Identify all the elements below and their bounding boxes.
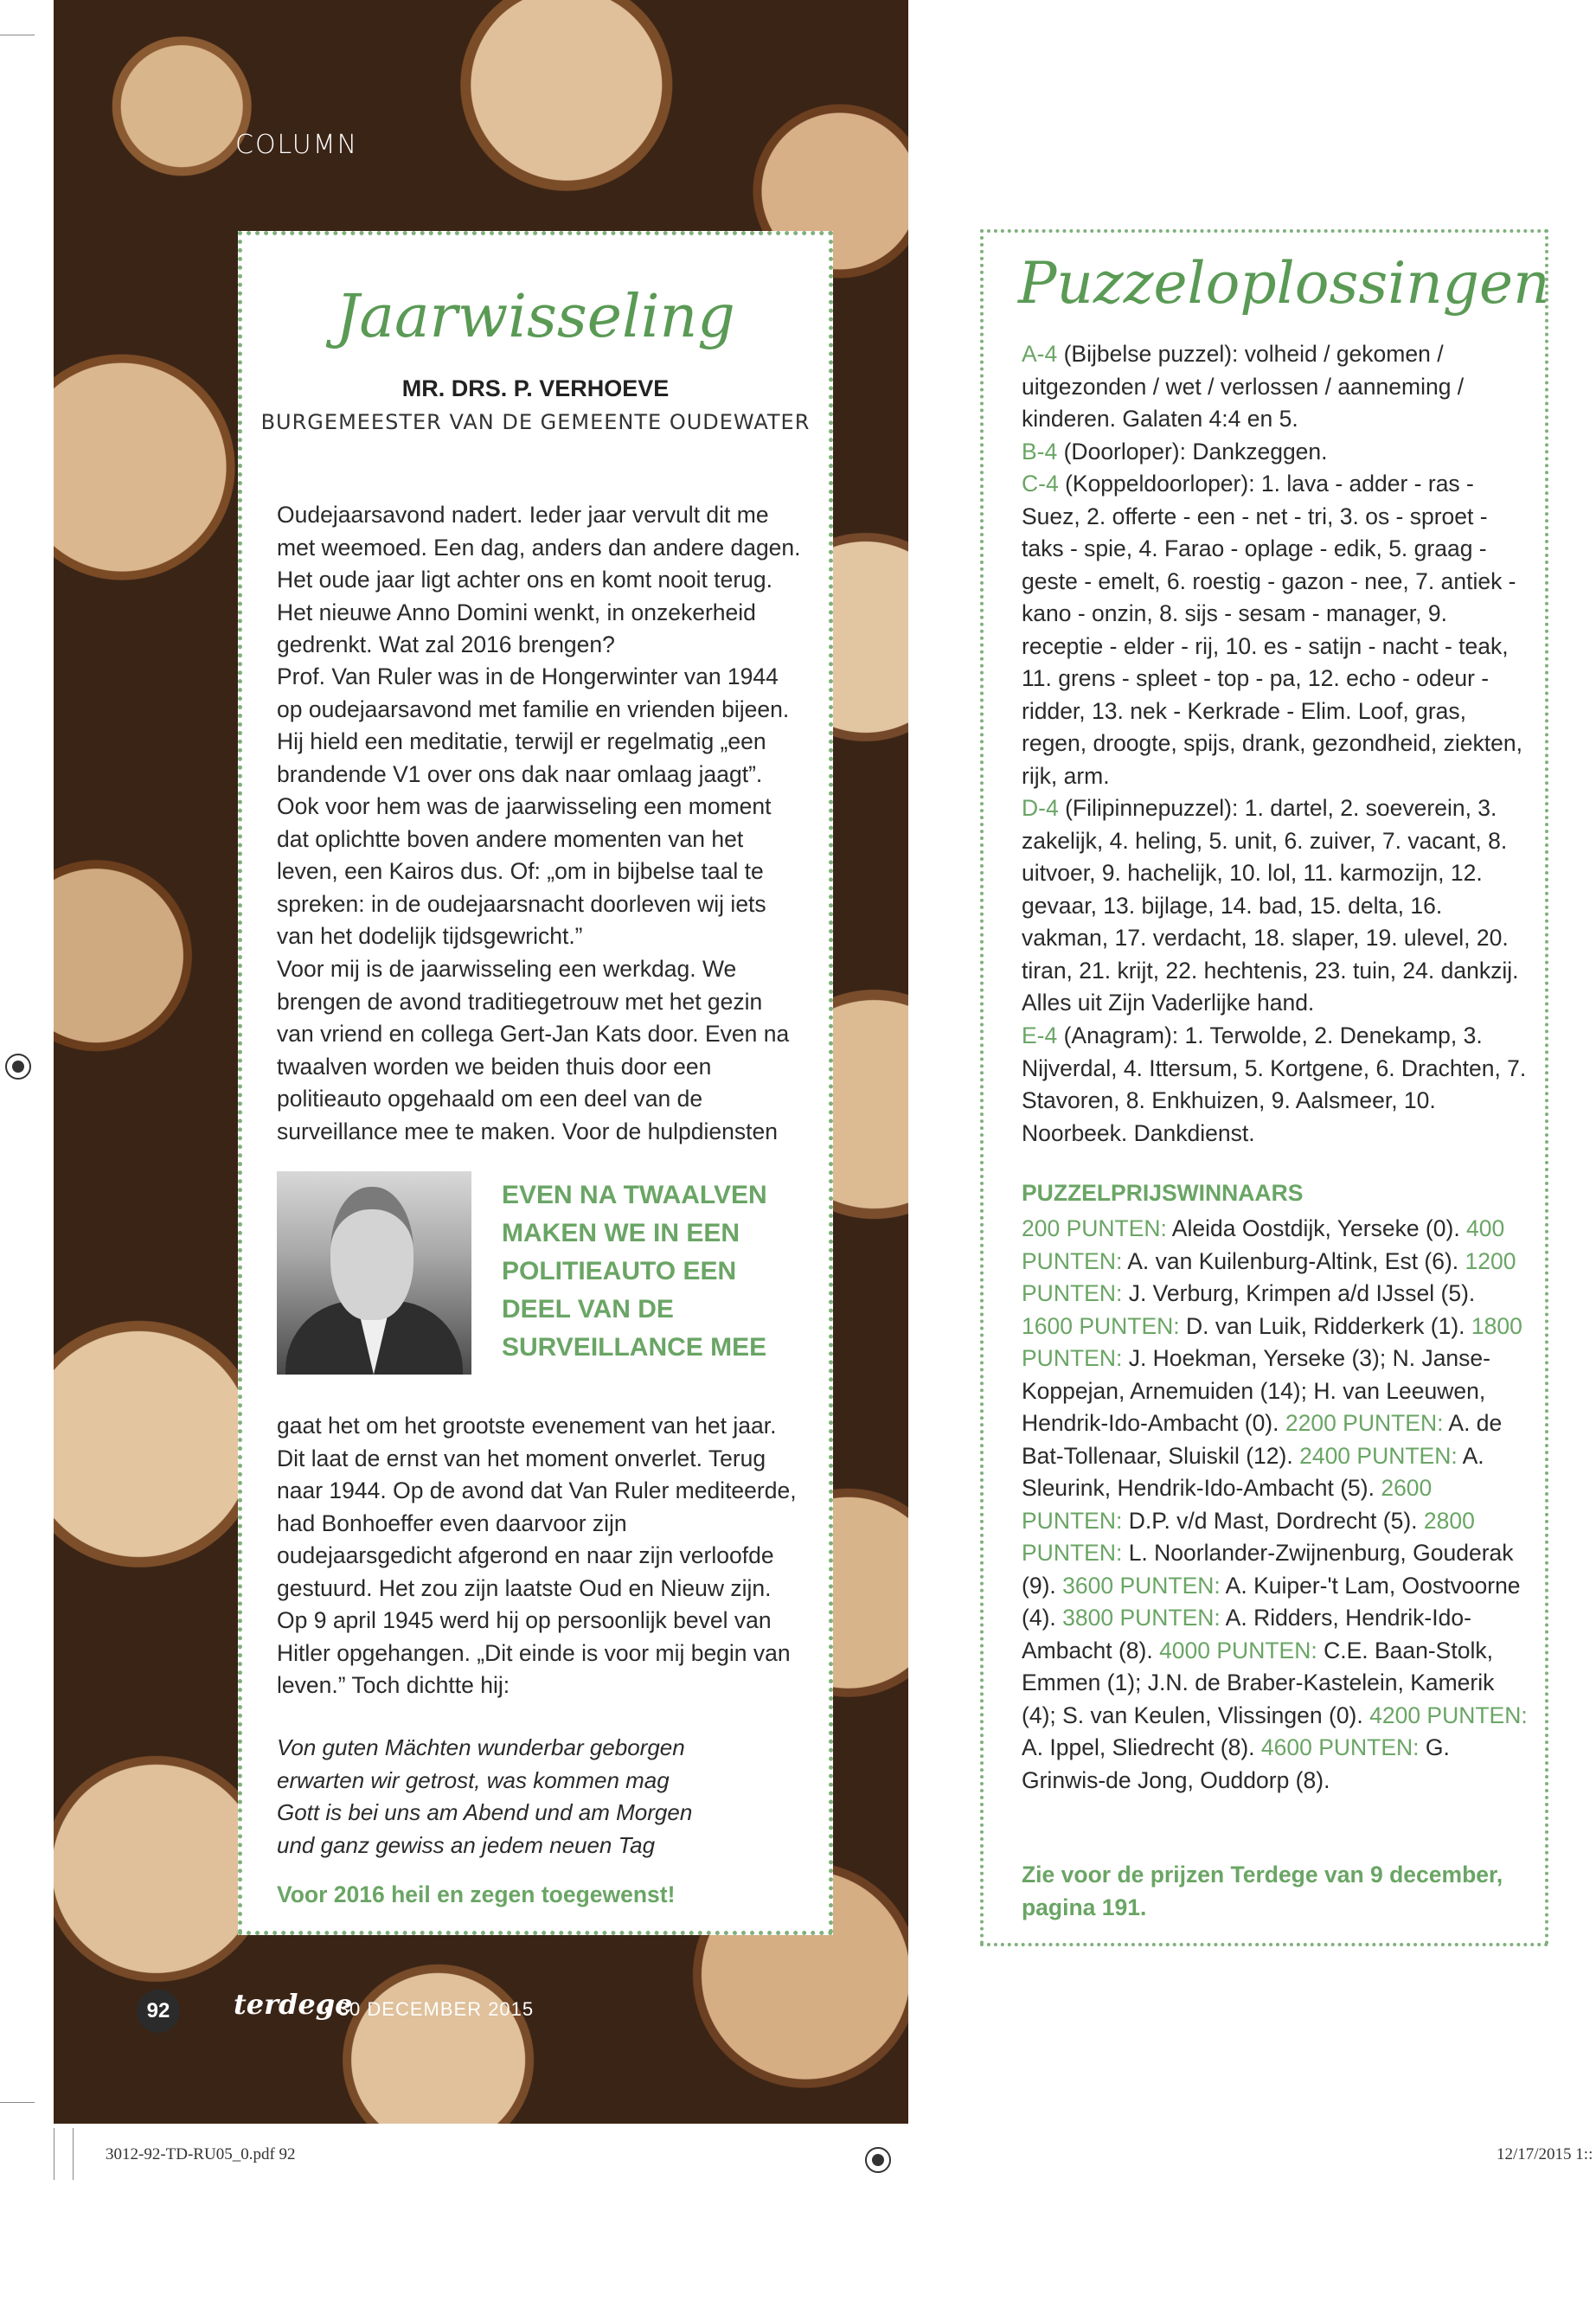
poem (277, 1732, 813, 1862)
winner-names: A. de Bat-Tollenaar, Sluiskil (12). (1022, 1410, 1503, 1469)
print-file-info: 3012-92-TD-RU05_0.pdf 92 (106, 2145, 296, 2163)
winner-points: 1600 PUNTEN: (1022, 1312, 1180, 1339)
winner-points: 1200 PUNTEN: (1022, 1247, 1516, 1306)
winner-points: 2800 PUNTEN: (1022, 1507, 1475, 1566)
solution-text: (Doorloper): Dankzeggen. (1057, 439, 1328, 465)
article-paragraph: Voor mij is de jaarwisseling een werkdag. We brengen de avond traditiegetrouw met het gezin van vriend en collega Gert-Jan Kats door. Even na twaalven worden we beiden thuis door een politieauto opgehaald om een deel van de surveillance mee te maken. Voor de hulpdiensten (277, 956, 790, 1144)
portrait-head (330, 1187, 413, 1320)
winner-names: J. Verburg, Krimpen a/d IJssel (5). (1122, 1280, 1476, 1306)
winner-names: G. Grinwis-de Jong, Ouddorp (8). (1022, 1734, 1450, 1793)
winner-names: J. Hoekman, Yerseke (3); N. Janse-Koppejan, Arnemuiden (14); H. van Leeuwen, Hendrik-Ido-Ambacht (0). (1022, 1345, 1490, 1436)
crop-mark (0, 2102, 35, 2103)
column-label: COLUMN (235, 130, 359, 160)
author-role: BURGEMEESTER VAN DE GEMEENTE OUDEWATER (260, 410, 811, 434)
winner-points: 400 PUNTEN: (1022, 1215, 1505, 1274)
prize-note: Zie voor de prijzen Terdege van 9 december, pagina 191. (1022, 1862, 1503, 1920)
closing-line: Voor 2016 heil en zegen toegewenst! (277, 1881, 676, 1907)
page-number: 92 (137, 1990, 180, 2033)
solution-entry (1022, 338, 1532, 436)
poem-line: Von guten Mächten wunderbar geborgen (277, 1734, 685, 1760)
solution-text: (Filipinnepuzzel): 1. dartel, 2. soeverein, 3. zakelijk, 4. heling, 5. unit, 6. zuiver, 7. vacant, 8. uitvoer, 9. hachelijk, 10. lol, 11. karmozijn, 12. gevaar, 13. bijlage, 14. bad, 15. delta, 16. vakman, 17. verdacht, 18. slaper, 19. ulevel, 20. tiran, 21. krijt, 22. hechtenis, 23. tuin, 24. dankzij. Alles uit Zijn Vaderlijke hand. (1022, 795, 1519, 1016)
winner-points: 4200 PUNTEN: (1369, 1702, 1528, 1728)
winner-names: L. Noorlander-Zwijnenburg, Gouderak (9). (1022, 1540, 1514, 1599)
winner-names: A. Ridders, Hendrik-Ido-Ambacht (8). (1022, 1605, 1471, 1663)
solution-entry (1022, 792, 1532, 1020)
author-portrait (277, 1171, 471, 1375)
winner-points: 2400 PUNTEN: (1299, 1442, 1458, 1469)
author-name: MR. DRS. P. VERHOEVE (401, 375, 670, 401)
solution-entry (1022, 468, 1532, 792)
poem-line: erwarten wir getrost, was kommen mag (277, 1766, 670, 1793)
winner-points: 2200 PUNTEN: (1285, 1410, 1444, 1436)
winner-points: 200 PUNTEN: (1022, 1215, 1167, 1241)
solution-text: (Koppeldoorloper): 1. lava - adder - ras - Suez, 2. offerte - een - net - tri, 3. os - sproet - taks - spie, 4. Farao - oplage - edik, 5. graag - geste - emelt, 6. roestig - gazon - nee, 7. antiek - kano - onzin, 8. sijs - sesam - manager, 9. receptie - elder - rij, 10. es - satijn - nacht - teak, 11. grens - spleet - top - pa, 12. echo - odeur - ridder, 13. nek - Kerkrade - Elim. Loof, gras, regen, droogte, spijs, drank, gezondheid, ziekten, rijk, arm. (1022, 471, 1522, 789)
solution-code: B-4 (1022, 439, 1058, 465)
puzzle-solutions-box (980, 229, 1548, 1946)
winner-names: D.P. v/d Mast, Dordrecht (5). (1122, 1507, 1424, 1534)
winner-points: 3800 PUNTEN: (1062, 1605, 1221, 1631)
registration-mark-icon (865, 2147, 891, 2173)
winner-names: D. van Luik, Ridderkerk (1). (1179, 1312, 1471, 1339)
print-date-info: 12/17/2015 1:: (1497, 2145, 1593, 2163)
pull-quote: EVEN NA TWAALVEN MAKEN WE IN EEN POLITIEAUTO EEN DEEL VAN DE SURVEILLANCE MEE (502, 1181, 767, 1362)
solution-code: D-4 (1022, 795, 1059, 821)
column-article (238, 231, 833, 1935)
winner-names: C.E. Baan-Stolk, Emmen (1); J.N. de Braber-Kastelein, Kamerik (4); S. van Keulen, Vlissingen (0). (1022, 1637, 1495, 1728)
solution-text: (Bijbelse puzzel): volheid / gekomen / uitgezonden / wet / verlossen / aanneming / kinderen. Galaten 4:4 en 5. (1022, 341, 1465, 432)
solution-text: (Anagram): 1. Terwolde, 2. Denekamp, 3. Nijverdal, 4. Ittersum, 5. Kortgene, 6. Drachten, 7. Stavoren, 8. Enkhuizen, 9. Aalsmeer, 10. Noorbeek. Dankdienst. (1022, 1022, 1527, 1146)
winners-list (1022, 1213, 1532, 1797)
winner-points: 3600 PUNTEN: (1062, 1572, 1221, 1599)
registration-mark-icon (5, 1054, 31, 1080)
poem-line: Gott is bei uns am Abend und am Morgen (277, 1799, 693, 1825)
winner-names: A. Ippel, Sliedrecht (8). (1022, 1734, 1261, 1760)
winners-heading: PUZZELPRIJSWINNAARS (1022, 1180, 1304, 1206)
solution-code: A-4 (1022, 341, 1058, 367)
winner-names: A. van Kuilenburg-Altink, Est (6). (1122, 1247, 1465, 1274)
solution-entry (1022, 436, 1532, 469)
crop-mark (73, 2128, 74, 2180)
winner-points: 4000 PUNTEN: (1159, 1637, 1317, 1663)
article-paragraph: Oudejaarsavond nadert. Ieder jaar vervult dit me met weemoed. Een dag, anders dan andere dagen. Het oude jaar ligt achter ons en komt nooit terug. Het nieuwe Anno Domini wenkt, in onzekerheid gedrenkt. Wat zal 2016 brengen? (277, 502, 801, 657)
magazine-logo: terdege (234, 1988, 353, 2021)
winner-names: Aleida Oostdijk, Yerseke (0). (1166, 1215, 1467, 1241)
puzzle-title: Puzzeloplossingen (1018, 250, 1550, 317)
solution-entry (1022, 1020, 1532, 1150)
article-paragraph: gaat het om het grootste evenement van het jaar. Dit laat de ernst van het moment onverlet. Terug naar 1944. Op de avond dat Van Ruler mediteerde, had Bonhoeffer even daarvoor zijn oudejaarsgedicht afgerond en naar zijn verloofde gestuurd. Het zou zijn laatste Oud en Nieuw zijn. Op 9 april 1945 werd hij op persoonlijk bevel van Hitler opgehangen. „Dit einde is voor mij begin van leven.” Toch dichtte hij: (277, 1413, 797, 1698)
article-paragraph: Prof. Van Ruler was in de Hongerwinter van 1944 op oudejaarsavond met familie en vrienden bijeen. Hij hield een meditatie, terwijl er regelmatig „een brandende V1 over ons dak naar omlaag jaagt”. Ook voor hem was de jaarwisseling een moment dat oplichtte boven andere momenten van het leven, een Kairos dus. Of: „om in bijbelse taal te spreken: in de oudejaarsnacht doorleven wij iets van het dodelijk tijdsgewricht.” (277, 663, 790, 949)
solution-code: C-4 (1022, 471, 1059, 497)
winner-points: 2600 PUNTEN: (1022, 1475, 1433, 1534)
poem-line: und ganz gewiss an jedem neuen Tag (277, 1831, 656, 1858)
article-title: Jaarwisseling (336, 283, 735, 351)
winner-points: 1800 PUNTEN: (1022, 1312, 1522, 1371)
solution-code: E-4 (1022, 1022, 1058, 1048)
issue-date: • 30 DECEMBER 2015 (324, 1998, 535, 2020)
winner-names: A. Sleurink, Hendrik-Ido-Ambacht (5). (1022, 1442, 1484, 1501)
winner-names: A. Kuiper-'t Lam, Oostvoorne (4). (1022, 1572, 1521, 1631)
winner-points: 4600 PUNTEN: (1260, 1734, 1420, 1760)
